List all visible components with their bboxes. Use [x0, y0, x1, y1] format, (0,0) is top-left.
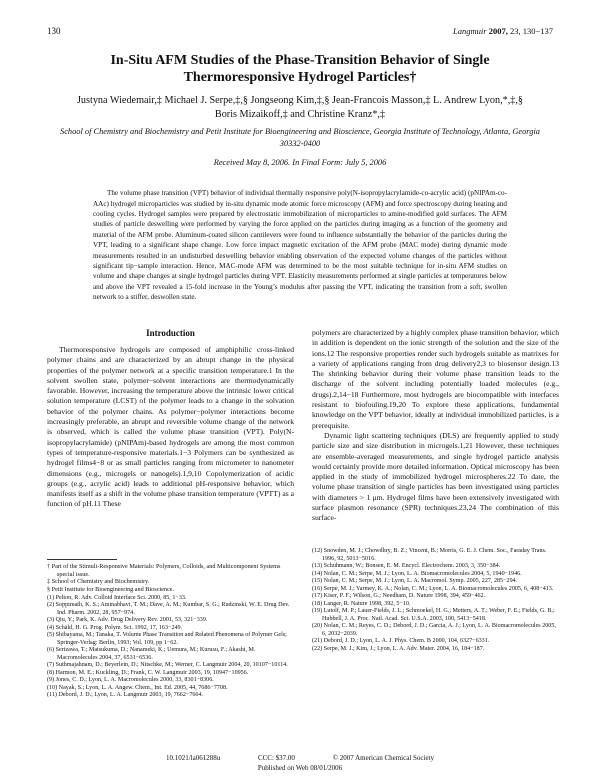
right-body [312, 328, 559, 542]
reference: (11) Debord, J. D.; Lyon, L. A. Langmuir 2003, 19, 7662−7664. [47, 692, 204, 699]
intro-paragraph-3: Dynamic light scattering techniques (DLS) are frequently applied to study particle size and size distribution in microgels.1,21 However, these techniques are ensemble-averaged measurements, and single hydrogel particle analysis would certainly provide more detailed information. Optical microscopy has been applied in the study of immobilized hydrogel microspheres.22 To date, the volume phase transition of single particles has been investigated using particles with diameters > 1 μm. Hydrogel films have been extensively investigated with surface plasmon resonance (SPR) techniques.23,24 The combination of this surface- [312, 430, 559, 523]
abstract: The volume phase transition (VPT) behavior of individual thermally responsive poly(N-isopropylacrylamide-co-acrylic acid) (pNIPAm-co-AAc) hydrogel microparticles was studied by in-situ dynamic mode atomic force microscopy (AFM) and force spectroscopy during heating and cooling cycles. Hydrogel samples were prepared by electrostatic immobilization of microparticles to amine-modified gold surfaces. The AFM studies of particle deswelling were performed by varying the force applied on the particles during imaging as a function of the geometry and material of the AFM probe. Aluminum-coated silicon cantilevers were found to influence substantially the behavior of the particles during the VPT, leading to a significant shape change. Low force impact magnetic excitation of the AFM probe (MAC mode) during dynamic mode measurements resulted in an undisturbed deswelling behavior enabling observation of the expected volume changes of the particles without significant tip−sample interaction. Hence, MAC-mode AFM was determined to be the most suitable technique for in-situ AFM studies on volume and shape changes at single hydrogel particles during VPT. Elasticity measurements performed at single particles at temperatures below and above the VPT revealed a 15-fold increase in the Young’s modulus after passing the VPT, indicating the transition from a soft, swollen network to a stiffer, deswollen state. [93, 189, 507, 302]
reference: (13) Schuhmann, W.; Bonsen, E. M. Encycl. Electrochem. 2003, 3, 350−384. [312, 563, 501, 569]
left-body [47, 345, 294, 555]
journal-volume-pages: 23, 130−137 [509, 26, 553, 36]
journal-name: Langmuir [453, 26, 487, 36]
footnote: † Part of the Stimuli-Responsive Materials: Polymers, Colloids, and Multicomponent Systems special issue. [47, 563, 281, 578]
received-dates: Received May 8, 2006. In Final Form: July 5, 2006 [213, 158, 387, 167]
intro-paragraph-2: polymers are characterized by a highly complex phase transition behavior, which in addition is dependent on the ionic strength of the solution and the size of the ions.12 The responsive properties render such hydrogels suitable as matrixes for a variety of applications ranging from drug delivery2,3 to biosensor design.13 The shrinking behavior during their volume phase transition leads to the discharge of the solvent including potentially loaded molecules (e.g., drugs).2,14−18 Furthermore, most hydrogels are biocompatible with interfaces resistant to biofouling.19,20 To explore these applications, fundamental knowledge on the VPT behavior, ideally at individual immobilized particles, is a prerequisite. [312, 328, 559, 430]
reference: (21) Debord, J. D.; Lyon, L. A. J. Phys. Chem. B 2000, 104, 6327−6331. [312, 638, 490, 644]
reference: (22) Serpe, M. J.; Kim, J.; Lyon, L. A. Adv. Mater. 2004, 16, 184−187. [312, 645, 485, 652]
reference: (14) Nolan, C. M.; Serpe, M. J.; Lyon, L. A. Biomacromolecules 2004, 5, 1940−1946. [312, 570, 522, 577]
intro-paragraph-1: Thermoresponsive hydrogels are composed of amphiphilic cross-linked polymer chains and are characterized by an abrupt change in the physical properties of the polymer network at a specific transition temperature.1 In the solvent swollen state, polymer−solvent interactions are thermodynamically favorable. However, increasing the temperature above the intrinsic lower critical solution temperature (LCST) of the polymer leads to a change in the solvation behavior of the polymer chains. As polymer−polymer interactions become increasingly preferable, an abrupt and reversible volume change of the network is observed, which is called the volume phase transition (VPT). Poly(N-isopropylacrylamide) (pNIPAm)-based hydrogels are among the most common types of temperature-responsive materials.1−3 Polymers can be synthesized as hydrogel films4−8 or as small particles ranging from micrometer to nanometer dimensions (e.g., microgels or nanogels).1,9,10 Copolymerization of acidic groups (e.g., acrylic acid) leads to additional pH-responsive behavior, which manifests itself as a shift in the volume phase transition temperature (VPTT) as a function of pH.11 These [47, 345, 294, 509]
footer-doi-line [60, 754, 540, 762]
running-header [453, 26, 553, 36]
reference: (5) Shibayama, M.; Tanaka, T. Volume Phase Transition and Related Phenomena of Polymer Gels; Springer-Verlag: Berlin, 1993; Vol. 109, pp 1−62. [47, 632, 287, 646]
reference: (4) Schäld, H. G. Prog. Polym. Sci. 1992, 17, 163−249. [47, 624, 183, 631]
references-left [47, 595, 294, 700]
author-list: Justyna Wiedemair,‡ Michael J. Serpe,‡,§ Jongseong Kim,‡,§ Jean-Francois Masson,‡ L. Andrew Lyon,*,‡,§ Boris Mizaikoff,‡ and Christine Kranz*,‡ [76, 95, 524, 120]
published-date: Published on Web 08/01/2006 [257, 764, 343, 772]
reference: (9) Jones, C. D.; Lyon, L. A. Macromolecules 2000, 33, 8301−8306. [47, 677, 214, 684]
reference: (3) Qiu, Y.; Park, K. Adv. Drug Delivery Rev. 2001, 53, 321−339. [47, 617, 208, 624]
reference: (12) Snowden, M. J.; Chowdhry, B. Z.; Vincent, B.; Morris, G. E. J. Chem. Soc., Faraday Trans. 1996, 92, 5013−5016. [312, 548, 547, 562]
right-column [312, 328, 559, 653]
reference: (10) Nayak, S.; Lyon, L. A. Angew. Chem., Int. Ed. 2005, 44, 7686−7708. [47, 684, 228, 691]
reference: (6) Serizawa, T.; Matsukuma, D.; Nanameki, K.; Uemura, M.; Kurusu, F.; Akashi, M. Macromolecules 2004, 37, 6531−6536. [47, 647, 256, 661]
article-title: In-Situ AFM Studies of the Phase-Transition Behavior of Single Thermoresponsive Hydrogel Particles† [110, 53, 490, 85]
journal-year: 2007, [488, 26, 508, 36]
reference: (7) Suthmajahnam, D.; Beyerlein, D.; Nitschke, M.; Werner, C. Langmuir 2004, 20, 10107−10114. [47, 662, 288, 669]
footnote: § Petit Institute for Bioengineering and Bioscience. [47, 586, 174, 594]
section-heading-introduction: Introduction [146, 328, 195, 338]
references-right [312, 548, 559, 653]
reference: (16) Serpe, M. J.; Yarmey, K. A.; Nolan, C. M.; Lyon, L. A. Biomacromolecules 2005, 6, 408−413. [312, 585, 554, 592]
ccc-price: CCC: $37.00 [257, 754, 295, 762]
page-number: 130 [47, 26, 61, 36]
reference: (18) Langer, R. Nature 1998, 392, 5−10. [312, 600, 411, 607]
affiliation: School of Chemistry and Biochemistry and Petit Institute for Bioengineering and Bioscience, Georgia Institute of Technology, Atlanta, Georgia 30332-0400 [60, 127, 540, 148]
footnotes [47, 563, 294, 594]
copyright: © 2007 American Chemical Society [332, 754, 435, 762]
reference: (1) Pelton, R. Adv. Colloid Interface Sci. 2000, 85, 1−33. [47, 594, 187, 601]
reference: (19) Lutolf, M. P.; Lauer-Fields, J. L.; Schmoekel, H. G.; Metters, A. T.; Weber, F. E.; Fields, G. B.; Hubbell, J. A. Proc. Natl. Acad. Sci. U.S.A. 2003, 100, 5413−5418. [312, 608, 555, 622]
reference: (15) Nolan, C. M.; Serpe, M. J.; Lyon, L. A. Macromol. Symp. 2005, 227, 285−294. [312, 578, 518, 584]
footnote-divider [47, 559, 117, 560]
reference: (8) Harmon, M. E.; Kuckling, D.; Frank, C. W. Langmuir 2003, 19, 10947−10956. [47, 669, 249, 676]
doi: 10.1021/la061288u [165, 754, 221, 762]
footnote: ‡ School of Chemistry and Biochemistry. [47, 578, 150, 586]
reference: (2) Soppimath, K. S.; Aminabhavi, T. M.; Dave, A. M.; Kumbar, S. G.; Rudzinski, W. E. Drug Dev. Ind. Pharm. 2002, 28, 957−974. [47, 602, 290, 616]
reference: (20) Nolan, C. M.; Reyes, C. D.; Debord, J. D.; Garcia, A. J.; Lyon, L. A. Biomacromolecules 2005, 6, 2032−2039. [312, 623, 556, 637]
left-column [47, 328, 294, 700]
reference: (17) Kiser, P. F.; Wilson, G.; Needham, D. Nature 1998, 394, 459−462. [312, 593, 486, 599]
